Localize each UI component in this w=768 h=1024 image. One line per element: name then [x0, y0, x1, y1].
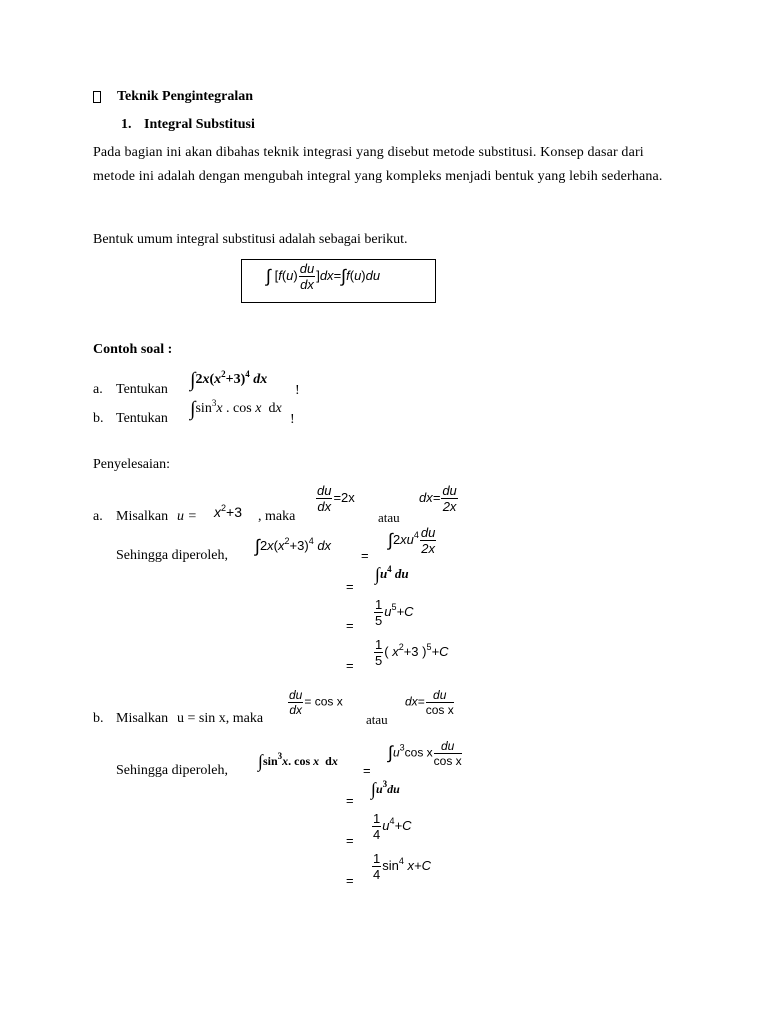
part-a-equals-1: = [361, 548, 369, 563]
example-b-label: b. [93, 411, 104, 426]
part-a-equals-4: = [346, 658, 354, 673]
part-b-integral: $\int\sin^3x$. cos x dx [258, 751, 338, 771]
intro-paragraph: Pada bagian ini akan dibahas teknik integrasi yang disebut metode substitusi. Konsep dasar dari metode ini adalah dengan mengubah integral yang kompleks menjadi bentuk yang lebih sederhana. [93, 145, 663, 184]
part-b-step-1: $\int u^3\cos$ x $\frac{du}{\text{cos x}}$ [388, 739, 462, 768]
part-a-step-2: $\int u^4$ du [375, 564, 409, 584]
general-formula: ∫ [f(u) $\frac{du}{dx}$ ]dx=∫f(u)du [266, 261, 381, 292]
part-a-step-3: $\frac{1}{5}$ $u^5+C$ [375, 597, 414, 628]
part-b-equals-2: = [346, 793, 354, 808]
part-a-let-text: Misalkan [116, 509, 169, 524]
part-b-atau: atau [366, 712, 388, 727]
part-a-equals-2: = [346, 579, 354, 594]
subheading-number: 1. [121, 117, 132, 132]
part-a-step-1: $\int 2xu^4$ $\frac{du}{2x}$ [388, 525, 436, 556]
examples-title: Contoh soal : [93, 342, 173, 357]
example-b-text: Tentukan [116, 411, 168, 426]
example-b-integral: $\int\sin^3x$ . cos x dx [190, 398, 282, 420]
bullet-icon [93, 91, 101, 105]
example-a-text: Tentukan [116, 382, 168, 397]
part-a-substitution: $x^2+3$ [214, 503, 242, 520]
part-b-step-3: $\frac{1}{4}$ $u^4+C$ [373, 811, 412, 842]
part-b-step-2: $\int u^3du$ [371, 779, 400, 799]
part-a-dx: dx= $\frac{du}{2x}$ [419, 483, 457, 514]
part-b-equals-3: = [346, 833, 354, 848]
part-a-derivative: $\frac{du}{dx}$ =2x [317, 483, 355, 514]
part-b-dx: dx= $\frac{du}{\text{cos x}}$ [405, 688, 454, 717]
part-b-equals-4: = [346, 873, 354, 888]
part-a-atau: atau [378, 510, 400, 525]
solution-title: Penyelesaian: [93, 457, 170, 472]
part-a-equals-3: = [346, 618, 354, 633]
general-form-text: Bentuk umum integral substitusi adalah sebagai berikut. [93, 232, 408, 247]
part-a-step-4: $\frac{1}{5}$ ( $x^2+3$ )$^5$+C [375, 637, 449, 668]
part-b-result-text: Sehingga diperoleh, [116, 763, 228, 778]
example-a-integral: $\int 2x(x^2+3)^4$ dx [190, 369, 268, 391]
part-b-step-4: $\frac{1}{4}$ $\sin^4 x+C$ [373, 851, 431, 882]
part-b-let-text: Misalkan [116, 711, 169, 726]
part-a-u-eq: u = [177, 509, 197, 524]
part-a-result-text: Sehingga diperoleh, [116, 548, 228, 563]
section-heading: Teknik Pengintegralan [117, 89, 254, 104]
part-a-maka: , maka [258, 509, 296, 524]
example-b-end: ! [290, 412, 295, 427]
part-a-label: a. [93, 509, 103, 524]
example-a-label: a. [93, 382, 103, 397]
part-b-label: b. [93, 711, 104, 726]
part-b-let-expr: u = sin x, maka [177, 711, 264, 726]
example-a-end: ! [295, 383, 300, 398]
part-b-equals-1: = [363, 763, 371, 778]
subheading: Integral Substitusi [144, 117, 255, 132]
part-a-integral: $\int 2x(x^2+3)^4$ dx [255, 536, 332, 556]
part-b-derivative: $\frac{du}{dx}$ = cos x [289, 688, 343, 717]
